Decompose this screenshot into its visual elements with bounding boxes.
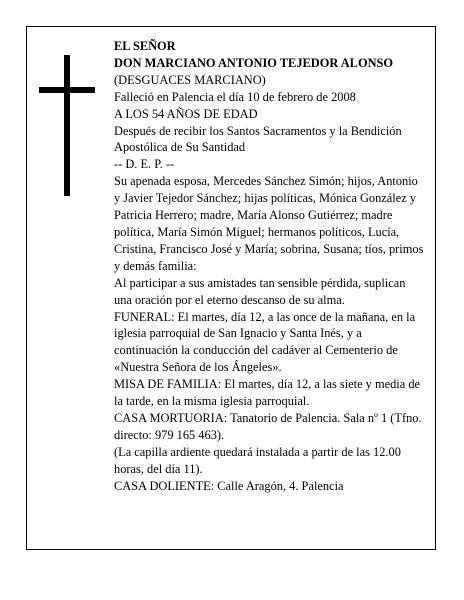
death-info: Falleció en Palencia el día 10 de febrero de 2008 (114, 89, 356, 104)
company: (DESGUACES MARCIANO) (114, 72, 266, 87)
age: A LOS 54 AÑOS DE EDAD (114, 106, 258, 121)
chapel-info: (La capilla ardiente quedará instalada a partir de las 12.00 horas, del día 11). (114, 444, 401, 476)
rip: -- D. E. P. -- (114, 157, 175, 172)
family-list: Su apenada esposa, Mercedes Sánchez Simón; hijos, Antonio y Javier Tejedor Sánchez; hijas políticas, Mónica González y Patricia Herrero; madre, María Alonso Gutiérrez; madre política, María Simón Miguel; hermanos políticos, Lucía, Cristina, Francisco José y María; sobrina, Susana; tíos, primos y demás familia: (114, 174, 424, 273)
funeral-home-info: CASA MORTUORIA: Tanatorio de Palencia. Sala nº 1 (Tfno. directo: 979 165 463). (114, 410, 422, 442)
home-address: CASA DOLIENTE: Calle Aragón, 4. Palencia (114, 478, 344, 493)
cross-icon-vertical (64, 55, 70, 196)
obituary-text (114, 38, 426, 494)
family-mass-info: MISA DE FAMILIA: El martes, día 12, a las siete y media de la tarde, en la misma iglesia parroquial. (114, 377, 421, 409)
prayer-request: Al participar a sus amistades tan sensible pérdida, suplican una oración por el eterno descanso de su alma. (114, 275, 406, 307)
cross-icon-horizontal (39, 87, 95, 93)
funeral-info: FUNERAL: El martes, día 12, a las once de la mañana, en la iglesia parroquial de San Ignacio y Santa Inés, y a continuación la conducción del cadáver al Cementerio de «Nuestra Señora de los Ángeles». (114, 309, 416, 375)
title: EL SEÑOR (114, 39, 176, 53)
sacraments: Después de recibir los Santos Sacramentos y la Bendición Apostólica de Su Santidad (114, 123, 402, 155)
deceased-name: DON MARCIANO ANTONIO TEJEDOR ALONSO (114, 55, 394, 70)
